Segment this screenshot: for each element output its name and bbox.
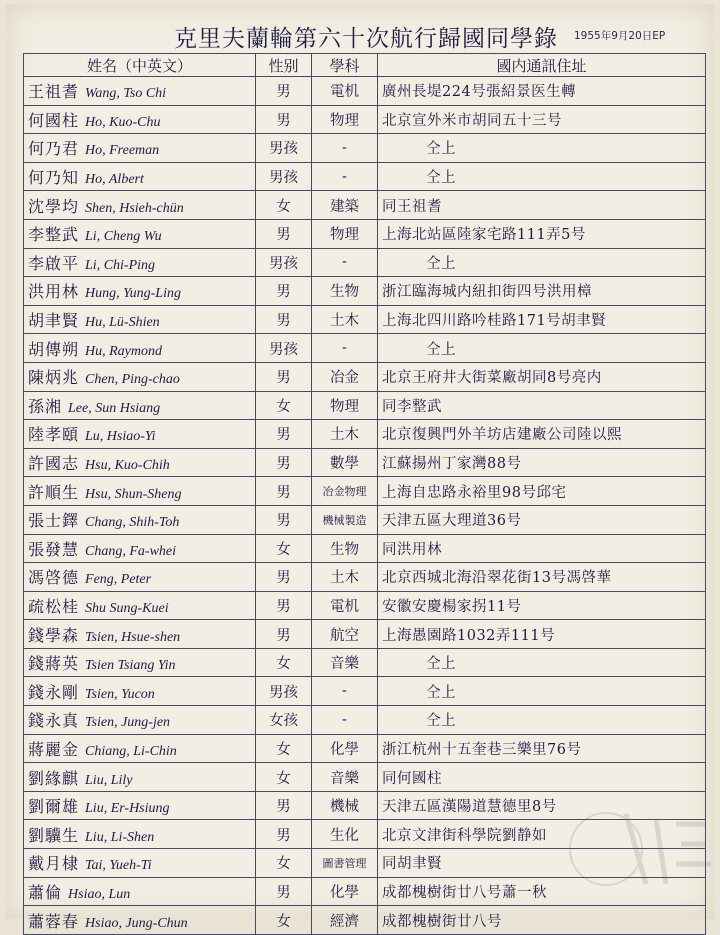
chinese-name: 沈學均 [28,196,80,216]
header-major: 學科 [312,54,378,77]
english-name: Wang, Tso Chi [85,86,167,102]
english-name: Tsien Tsiang Yin [85,658,176,674]
major-cell: 土木 [312,305,378,334]
major-cell: 物理 [312,219,378,248]
sex-cell: 男孩 [256,162,312,191]
major-cell: 冶金 [312,362,378,391]
table-row [24,734,706,763]
address-cell: 廣州長堤224号張紹景医生轉 [378,77,706,106]
sex-cell: 男 [256,591,312,620]
chinese-name: 蔣麗金 [28,739,80,759]
header-address: 國内通訊住址 [378,54,706,77]
student-name-cell [24,134,256,163]
table-row [24,706,706,735]
chinese-name: 錢永真 [28,711,80,731]
major-cell: 數學 [312,448,378,477]
address-cell: 上海愚園路1032弄111号 [378,620,706,649]
student-name-cell [24,906,256,935]
table-row [24,77,706,106]
sex-cell: 女 [256,763,312,792]
sex-cell: 男 [256,877,312,906]
student-name-cell [24,448,256,477]
student-name-cell [24,706,256,735]
address-cell: 仝上 [378,162,706,191]
english-name: Chiang, Li-Chin [85,743,177,759]
major-cell: 圖書管理 [312,849,378,878]
english-name: Chang, Fa-whei [85,543,177,559]
table-header-row [24,54,706,77]
student-name-cell [24,791,256,820]
address-cell: 天津五區大理道36号 [378,505,706,534]
address-cell: 北京宣外米市胡同五十三号 [378,105,706,134]
address-cell: 天津五區漢陽道慧德里8号 [378,791,706,820]
chinese-name: 劉爾雄 [28,797,80,817]
major-cell: 化學 [312,734,378,763]
english-name: Shu Sung-Kuei [85,600,169,616]
sex-cell: 男 [256,505,312,534]
address-cell: 仝上 [378,248,706,277]
address-cell: 仝上 [378,648,706,677]
major-cell: - [312,677,378,706]
address-cell: 江蘇揚州丁家灣88号 [378,448,706,477]
address-cell: 同王祖耆 [378,191,706,220]
table-row [24,505,706,534]
english-name: Hsu, Kuo-Chih [85,458,170,474]
student-name-cell [24,420,256,449]
student-name-cell [24,362,256,391]
chinese-name: 劉驥生 [28,825,80,845]
sex-cell: 男 [256,620,312,649]
english-name: Shen, Hsieh-chün [85,200,184,216]
english-name: Hsiao, Lun [68,886,131,902]
major-cell: 冶金物理 [312,477,378,506]
chinese-name: 胡聿賢 [28,311,80,331]
major-cell: 化學 [312,877,378,906]
chinese-name: 胡傳朔 [28,339,80,359]
table-row [24,248,706,277]
english-name: Hsu, Shun-Sheng [85,486,182,502]
sex-cell: 男 [256,105,312,134]
table-row [24,305,706,334]
sex-cell: 女 [256,734,312,763]
major-cell: 音樂 [312,763,378,792]
address-cell: 仝上 [378,706,706,735]
chinese-name: 李整武 [28,225,80,245]
chinese-name: 戴月棣 [28,854,80,874]
student-name-cell [24,277,256,306]
chinese-name: 錢學森 [28,625,80,645]
table-row [24,763,706,792]
chinese-name: 錢永剛 [28,682,80,702]
major-cell: 物理 [312,105,378,134]
address-cell: 同何國柱 [378,763,706,792]
address-cell: 上海自忠路永裕里98号邱宅 [378,477,706,506]
address-cell: 同洪用林 [378,534,706,563]
student-name-cell [24,620,256,649]
address-cell: 上海北站區陸家宅路111弄5号 [378,219,706,248]
major-cell: 音樂 [312,648,378,677]
student-name-cell [24,248,256,277]
english-name: Ho, Kuo-Chu [85,114,161,130]
sex-cell: 男 [256,448,312,477]
major-cell: 經濟 [312,906,378,935]
address-cell: 北京王府井大街菜廠胡同8号亮内 [378,362,706,391]
student-name-cell [24,191,256,220]
table-row [24,134,706,163]
english-name: Hsiao, Jung-Chun [85,915,188,931]
chinese-name: 孫湘 [28,396,63,416]
english-name: Ho, Albert [85,172,144,188]
student-name-cell [24,677,256,706]
student-name-cell [24,849,256,878]
table-row [24,591,706,620]
address-cell: 北京西城北海沿翠花街13号馮啓華 [378,563,706,592]
chinese-name: 劉緣麒 [28,768,80,788]
english-name: Li, Chi-Ping [85,257,156,273]
sex-cell: 男 [256,820,312,849]
sex-cell: 男 [256,420,312,449]
watermark-logo [566,794,716,904]
major-cell: 生化 [312,820,378,849]
english-name: Hu, Raymond [85,343,163,359]
english-name: Ho, Freeman [85,143,160,159]
chinese-name: 陳炳兆 [28,368,80,388]
address-cell: 同胡聿賢 [378,849,706,878]
chinese-name: 馮啓德 [28,568,80,588]
major-cell: - [312,134,378,163]
english-name: Liu, Lily [85,772,133,788]
chinese-name: 何國柱 [28,110,80,130]
address-cell: 安徽安慶楊家拐11号 [378,591,706,620]
english-name: Feng, Peter [85,572,152,588]
major-cell: - [312,248,378,277]
english-name: Tai, Yueh-Ti [85,858,152,874]
major-cell: 物理 [312,391,378,420]
sex-cell: 女 [256,534,312,563]
table-row [24,277,706,306]
chinese-name: 何乃知 [28,168,80,188]
sex-cell: 男孩 [256,334,312,363]
sex-cell: 男 [256,791,312,820]
table-row [24,391,706,420]
address-cell: 仝上 [378,134,706,163]
chinese-name: 許順生 [28,482,80,502]
english-name: Lu, Hsiao-Yi [85,429,156,445]
table-row [24,362,706,391]
address-cell: 北京復興門外羊坊店建廠公司陸以熙 [378,420,706,449]
student-name-cell [24,648,256,677]
major-cell: 建築 [312,191,378,220]
major-cell: 電机 [312,77,378,106]
chinese-name: 洪用林 [28,282,80,302]
major-cell: 生物 [312,277,378,306]
major-cell: 土木 [312,420,378,449]
english-name: Li, Cheng Wu [85,229,162,245]
table-row [24,563,706,592]
english-name: Liu, Li-Shen [85,829,155,845]
english-name: Tsien, Jung-jen [85,715,171,731]
chinese-name: 疏松桂 [28,596,80,616]
english-name: Tsien, Hsue-shen [85,629,181,645]
sex-cell: 女 [256,191,312,220]
sex-cell: 女孩 [256,706,312,735]
sex-cell: 男 [256,77,312,106]
major-cell: 土木 [312,563,378,592]
english-name: Hu, Lü-Shien [85,315,160,331]
chinese-name: 何乃君 [28,139,80,159]
major-cell: - [312,334,378,363]
table-row [24,420,706,449]
student-name-cell [24,820,256,849]
major-cell: 機械 [312,791,378,820]
table-row [24,477,706,506]
sex-cell: 男 [256,362,312,391]
sex-cell: 男孩 [256,248,312,277]
address-cell: 浙江杭州十五奎巷三樂里76号 [378,734,706,763]
student-name-cell [24,734,256,763]
address-cell: 浙江臨海城内紐扣街四号洪用樟 [378,277,706,306]
student-name-cell [24,77,256,106]
header-name: 姓名（中英文） [24,54,256,77]
student-name-cell [24,563,256,592]
chinese-name: 陸孝頤 [28,425,80,445]
english-name: Hung, Yung-Ling [85,286,181,302]
english-name: Chen, Ping-chao [85,372,180,388]
chinese-name: 錢蔣英 [28,654,80,674]
address-cell: 成都槐樹街廿八号 [378,906,706,935]
table-row [24,105,706,134]
document-sheet [6,4,714,931]
major-cell: 機械製造 [312,505,378,534]
sex-cell: 男孩 [256,134,312,163]
table-row [24,162,706,191]
table-row [24,620,706,649]
english-name: Chang, Shih-Toh [85,515,180,531]
sex-cell: 女 [256,906,312,935]
header-sex: 性别 [256,54,312,77]
sex-cell: 男 [256,563,312,592]
sex-cell: 女 [256,391,312,420]
chinese-name: 張士鐸 [28,511,80,531]
sex-cell: 男 [256,477,312,506]
sex-cell: 女 [256,849,312,878]
student-name-cell [24,763,256,792]
student-name-cell [24,877,256,906]
table-row [24,219,706,248]
major-cell: 生物 [312,534,378,563]
student-name-cell [24,477,256,506]
table-row [24,906,706,935]
header-row [6,16,714,56]
table-row [24,448,706,477]
table-row [24,534,706,563]
english-name: Liu, Er-Hsiung [85,801,170,817]
sex-cell: 男 [256,219,312,248]
address-cell: 成都槐樹街廿八号蕭一秋 [378,877,706,906]
sex-cell: 男 [256,305,312,334]
student-name-cell [24,391,256,420]
table-row [24,334,706,363]
address-cell: 北京文津街科學院劉静如 [378,820,706,849]
student-name-cell [24,105,256,134]
chinese-name: 蕭倫 [28,882,63,902]
document-title: 克里夫蘭輪第六十次航行歸國同學錄 [174,26,558,52]
chinese-name: 張發慧 [28,539,80,559]
student-name-cell [24,305,256,334]
major-cell: - [312,706,378,735]
student-name-cell [24,162,256,191]
major-cell: 電机 [312,591,378,620]
student-name-cell [24,534,256,563]
sex-cell: 女 [256,648,312,677]
table-row [24,648,706,677]
chinese-name: 李啟平 [28,253,80,273]
english-name: Lee, Sun Hsiang [68,400,161,416]
student-name-cell [24,334,256,363]
student-name-cell [24,505,256,534]
sex-cell: 男孩 [256,677,312,706]
address-cell: 上海北四川路吟桂路171号胡聿賢 [378,305,706,334]
sex-cell: 男 [256,277,312,306]
address-cell: 仝上 [378,677,706,706]
student-name-cell [24,219,256,248]
chinese-name: 蕭蓉春 [28,911,80,931]
document-date: 1955年9月20日EP [574,30,666,42]
address-cell: 同李整武 [378,391,706,420]
english-name: Tsien, Yucon [85,686,155,702]
chinese-name: 許國志 [28,454,80,474]
table-row [24,677,706,706]
major-cell: - [312,162,378,191]
major-cell: 航空 [312,620,378,649]
table-row [24,191,706,220]
student-name-cell [24,591,256,620]
address-cell: 仝上 [378,334,706,363]
chinese-name: 王祖耆 [28,82,80,102]
